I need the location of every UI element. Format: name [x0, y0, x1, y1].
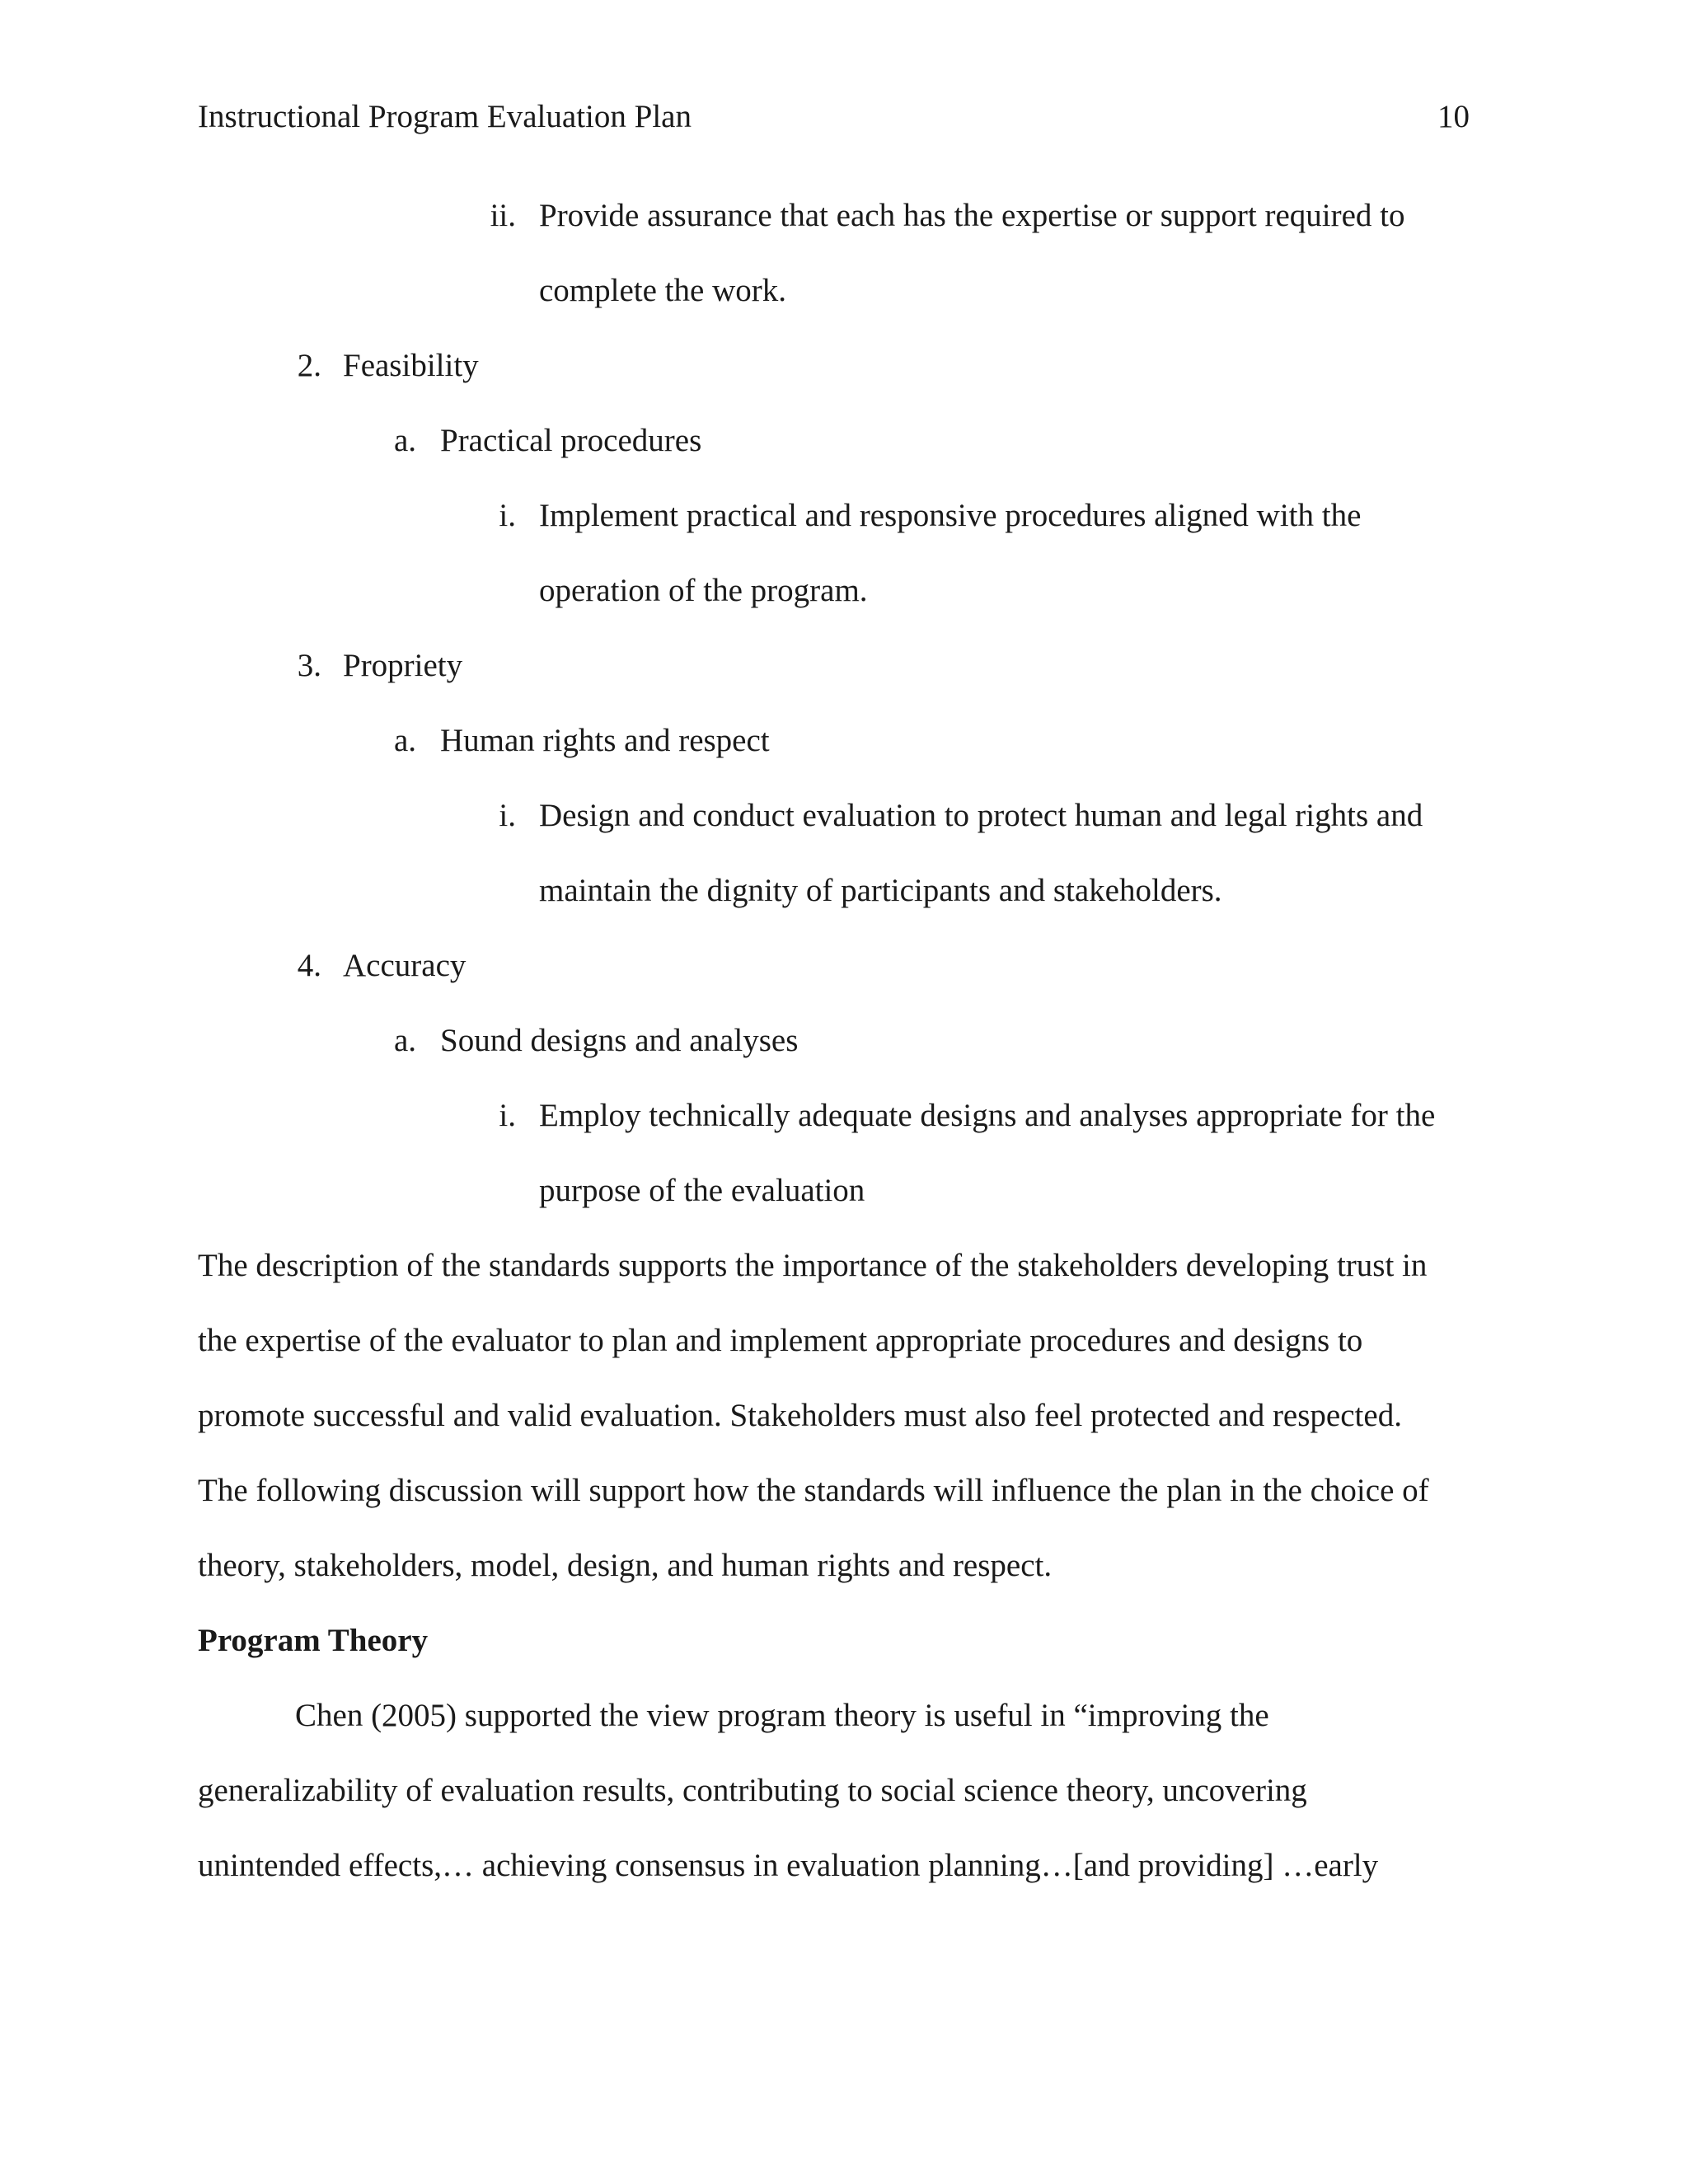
outline-subheading: Practical procedures	[440, 423, 702, 458]
paragraph-line: generalizability of evaluation results, contributing to social science theory, uncovering	[198, 1773, 1307, 1808]
outline-item-text: Employ technically adequate designs and analyses appropriate for the	[539, 1098, 1436, 1133]
paragraph-line: The following discussion will support how the standards will influence the plan in the choice of	[198, 1473, 1429, 1508]
outline-marker-i: i.	[499, 798, 516, 833]
running-head: Instructional Program Evaluation Plan	[198, 99, 692, 134]
paragraph-line: Chen (2005) supported the view program theory is useful in “improving the	[295, 1698, 1269, 1733]
outline-marker-4: 4.	[297, 948, 321, 983]
outline-marker-i: i.	[499, 1098, 516, 1133]
page-number: 10	[1437, 99, 1470, 134]
outline-marker-2: 2.	[297, 348, 321, 383]
outline-item-text: Provide assurance that each has the expertise or support required to	[539, 198, 1405, 233]
paragraph-line: theory, stakeholders, model, design, and human rights and respect.	[198, 1548, 1053, 1583]
paragraph-line: unintended effects,… achieving consensus in evaluation planning…[and providing] …early	[198, 1848, 1379, 1883]
outline-heading-feasibility: Feasibility	[343, 348, 479, 383]
outline-item-text: Implement practical and responsive procedures aligned with the	[539, 498, 1362, 533]
paragraph-line: the expertise of the evaluator to plan and implement appropriate procedures and designs to	[198, 1323, 1363, 1358]
outline-subheading: Human rights and respect	[440, 723, 770, 758]
outline-heading-propriety: Propriety	[343, 648, 463, 683]
outline-marker-3: 3.	[297, 648, 321, 683]
outline-item-text: purpose of the evaluation	[539, 1173, 865, 1208]
outline-marker-a: a.	[393, 723, 416, 758]
paragraph-line: The description of the standards supports the importance of the stakeholders developing trust in	[198, 1248, 1428, 1283]
outline-marker-a: a.	[393, 423, 416, 458]
outline-marker-ii: ii.	[490, 198, 516, 233]
paragraph-line: promote successful and valid evaluation. Stakeholders must also feel protected and respected.	[198, 1398, 1402, 1433]
section-heading: Program Theory	[198, 1623, 429, 1658]
outline-marker-a: a.	[393, 1023, 416, 1058]
outline-item-text: operation of the program.	[539, 573, 868, 608]
outline-subheading: Sound designs and analyses	[440, 1023, 799, 1058]
outline-heading-accuracy: Accuracy	[343, 948, 467, 983]
outline-item-text: maintain the dignity of participants and stakeholders.	[539, 873, 1222, 908]
outline-item-text: Design and conduct evaluation to protect human and legal rights and	[539, 798, 1423, 833]
outline-item-text: complete the work.	[539, 273, 786, 308]
outline-marker-i: i.	[499, 498, 516, 533]
